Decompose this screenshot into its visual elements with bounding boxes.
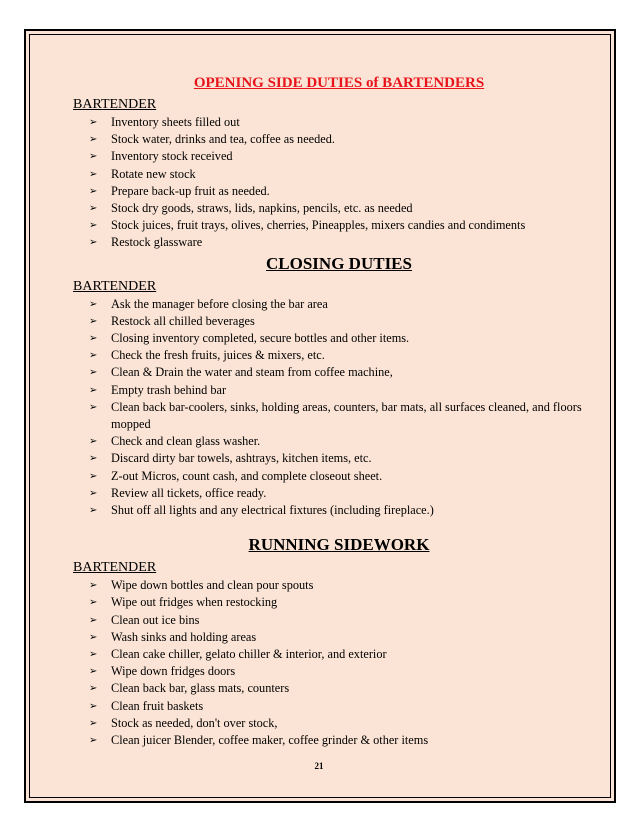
arrowhead-bullet-icon: ➢ bbox=[89, 220, 98, 232]
list-item: ➢ Clean juicer Blender, coffee maker, coffee grinder & other items bbox=[73, 732, 583, 749]
list-item: ➢ Rotate new stock bbox=[73, 166, 583, 183]
arrowhead-bullet-icon: ➢ bbox=[89, 580, 98, 592]
arrowhead-bullet-icon: ➢ bbox=[89, 436, 98, 448]
closing-bartender-label: BARTENDER bbox=[73, 278, 157, 294]
arrowhead-bullet-icon: ➢ bbox=[89, 717, 98, 729]
running-sidework-title: RUNNING SIDEWORK bbox=[248, 535, 430, 555]
arrowhead-bullet-icon: ➢ bbox=[89, 453, 98, 465]
page-content bbox=[73, 72, 583, 749]
arrowhead-bullet-icon: ➢ bbox=[89, 401, 98, 413]
list-item: ➢ Check the fresh fruits, juices & mixers, etc. bbox=[73, 347, 583, 364]
arrowhead-bullet-icon: ➢ bbox=[89, 614, 98, 626]
list-item: ➢ Clean fruit baskets bbox=[73, 698, 583, 715]
list-item: ➢ Stock dry goods, straws, lids, napkins, pencils, etc. as needed bbox=[73, 200, 583, 217]
list-item: ➢ Prepare back-up fruit as needed. bbox=[73, 183, 583, 200]
list-item: ➢ Clean back bar, glass mats, counters bbox=[73, 680, 583, 697]
arrowhead-bullet-icon: ➢ bbox=[89, 134, 98, 146]
opening-bartender-label: BARTENDER bbox=[73, 97, 157, 112]
opening-duties-title: OPENING SIDE DUTIES of BARTENDERS bbox=[193, 75, 485, 91]
running-sidework-list bbox=[73, 577, 583, 749]
arrowhead-bullet-icon: ➢ bbox=[89, 666, 98, 678]
arrowhead-bullet-icon: ➢ bbox=[89, 735, 98, 747]
arrowhead-bullet-icon: ➢ bbox=[89, 631, 98, 643]
arrowhead-bullet-icon: ➢ bbox=[89, 683, 98, 695]
opening-duties-list bbox=[73, 114, 583, 252]
list-item: ➢ Stock water, drinks and tea, coffee as needed. bbox=[73, 131, 583, 148]
list-item: ➢ Discard dirty bar towels, ashtrays, kitchen items, etc. bbox=[73, 450, 583, 467]
arrowhead-bullet-icon: ➢ bbox=[89, 117, 98, 128]
list-item: ➢ Stock juices, fruit trays, olives, cherries, Pineapples, mixers candies and condiments bbox=[73, 217, 583, 234]
closing-duties-title: CLOSING DUTIES bbox=[266, 253, 412, 273]
list-item: ➢ Wipe down fridges doors bbox=[73, 663, 583, 680]
arrowhead-bullet-icon: ➢ bbox=[89, 185, 98, 197]
list-item: ➢ Inventory stock received bbox=[73, 148, 583, 165]
list-item: ➢ Z-out Micros, count cash, and complete closeout sheet. bbox=[73, 468, 583, 485]
arrowhead-bullet-icon: ➢ bbox=[89, 649, 98, 661]
list-item: ➢ Wipe down bottles and clean pour spouts bbox=[73, 577, 583, 594]
list-item: ➢ Clean & Drain the water and steam from coffee machine, bbox=[73, 364, 583, 381]
arrowhead-bullet-icon: ➢ bbox=[89, 700, 98, 712]
arrowhead-bullet-icon: ➢ bbox=[89, 298, 98, 310]
list-item: ➢ Stock as needed, don't over stock, bbox=[73, 715, 583, 732]
arrowhead-bullet-icon: ➢ bbox=[89, 168, 98, 180]
list-item: ➢ Wipe out fridges when restocking bbox=[73, 594, 583, 611]
arrowhead-bullet-icon: ➢ bbox=[89, 487, 98, 499]
list-item: ➢ Check and clean glass washer. bbox=[73, 433, 583, 450]
arrowhead-bullet-icon: ➢ bbox=[89, 384, 98, 396]
arrowhead-bullet-icon: ➢ bbox=[89, 505, 98, 517]
list-item: ➢ Empty trash behind bar bbox=[73, 382, 583, 399]
arrowhead-bullet-icon: ➢ bbox=[89, 597, 98, 609]
page-number: 21 bbox=[314, 761, 324, 771]
arrowhead-bullet-icon: ➢ bbox=[89, 470, 98, 482]
list-item: ➢ Clean back bar-coolers, sinks, holding areas, counters, bar mats, all surfaces cleaned, and floors mopped bbox=[89, 399, 582, 432]
arrowhead-bullet-icon: ➢ bbox=[89, 203, 98, 215]
list-item: ➢ Restock all chilled beverages bbox=[73, 313, 583, 330]
section-spacer bbox=[73, 519, 583, 533]
arrowhead-bullet-icon: ➢ bbox=[89, 333, 98, 345]
list-item: ➢ Inventory sheets filled out bbox=[73, 114, 583, 131]
list-item: ➢ Shut off all lights and any electrical fixtures (including fireplace.) bbox=[73, 502, 583, 519]
list-item: ➢ Review all tickets, office ready. bbox=[73, 485, 583, 502]
arrowhead-bullet-icon: ➢ bbox=[89, 315, 98, 327]
list-item: ➢ Wash sinks and holding areas bbox=[73, 629, 583, 646]
arrowhead-bullet-icon: ➢ bbox=[89, 367, 98, 379]
list-item: ➢ Ask the manager before closing the bar area bbox=[73, 296, 583, 313]
arrowhead-bullet-icon: ➢ bbox=[89, 151, 98, 163]
arrowhead-bullet-icon: ➢ bbox=[89, 350, 98, 362]
list-item: ➢ Closing inventory completed, secure bottles and other items. bbox=[73, 330, 583, 347]
closing-duties-list bbox=[73, 296, 583, 520]
arrowhead-bullet-icon: ➢ bbox=[89, 237, 98, 249]
list-item: ➢ Clean out ice bins bbox=[73, 612, 583, 629]
list-item: ➢ Clean cake chiller, gelato chiller & interior, and exterior bbox=[73, 646, 583, 663]
running-bartender-label: BARTENDER bbox=[73, 560, 157, 576]
list-item: ➢ Restock glassware bbox=[73, 234, 583, 251]
